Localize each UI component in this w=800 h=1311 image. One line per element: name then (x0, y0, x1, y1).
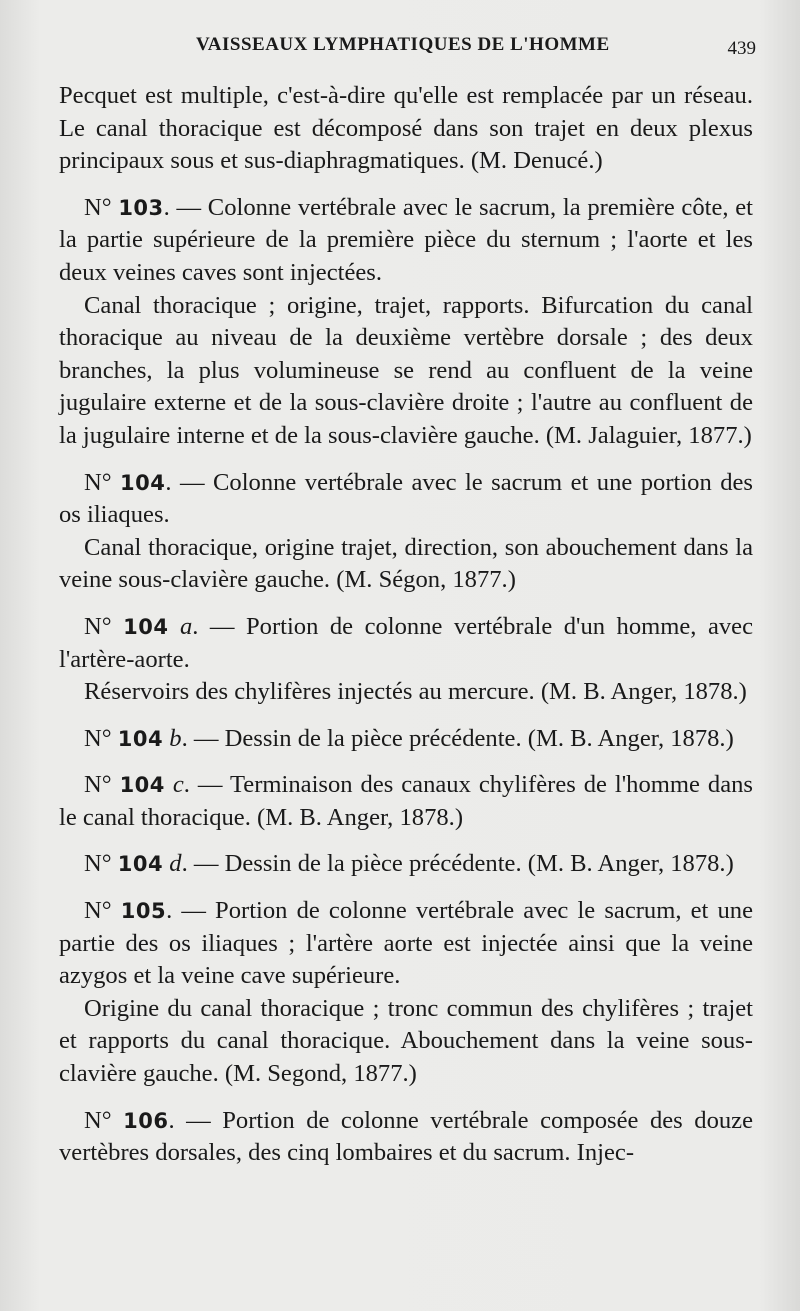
page-body (59, 80, 753, 1170)
entry-suffix: c (172, 771, 184, 799)
entry-prefix: N° (84, 193, 112, 221)
entry-prefix: N° (84, 850, 112, 878)
entry-number: 103 (118, 195, 164, 220)
entry-prefix: N° (84, 724, 112, 752)
entry-suffix: b (169, 724, 182, 752)
entry-104d (59, 848, 753, 881)
continuation-paragraph: Pecquet est multiple, c'est-à-dire qu'elle est remplacée par un réseau. Le canal thoracique est décomposé dans son trajet en deux plexus principaux sous et sus-diaphragmatiques. (M. Denucé.) (59, 82, 753, 175)
entry-text: . — Portion de colonne vertébrale avec le sacrum, et une partie des os iliaques ; l'artère aorte est injectée ainsi que la veine azygos et la veine cave supérieure. (59, 897, 753, 990)
entry-number: 104 (119, 773, 165, 798)
entry-text: . — Portion de colonne vertébrale composée des douze vertèbres dorsales, des cinq lombaires et du sacrum. Injec- (59, 1106, 753, 1167)
entry-text: . — Terminaison des canaux chylifères de l'homme dans le canal thoracique. (M. B. Anger, 1878.) (59, 771, 753, 831)
entry-104a (59, 611, 753, 676)
entry-prefix: N° (84, 612, 112, 640)
entry-text: . — Colonne vertébrale avec le sacrum, la première côte, et la partie supérieure de la première pièce du sternum ; l'aorte et les deux veines caves sont injectées. (59, 193, 753, 286)
entry-suffix: d (169, 850, 182, 878)
entry-103 (59, 192, 753, 290)
entry-text: . — Portion de colonne vertébrale d'un homme, avec l'artère-aorte. (59, 612, 753, 673)
page-header (56, 34, 756, 62)
entry-suffix: a (179, 612, 193, 640)
entry-104b (59, 723, 753, 756)
entry-number: 106 (123, 1108, 169, 1133)
entry-number: 104 (120, 470, 166, 495)
entry-105-detail: Origine du canal thoracique ; tronc commun des chylifères ; trajet et rapports du canal thoracique. Abouchement dans la veine sous-clavière gauche. (M. Segond, 1877.) (59, 994, 753, 1088)
entry-105 (59, 895, 753, 993)
page-number: 439 (727, 38, 756, 59)
entry-prefix: N° (84, 468, 112, 496)
entry-text: . — Dessin de la pièce précédente. (M. B. Anger, 1878.) (181, 724, 734, 752)
entry-prefix: N° (84, 897, 112, 925)
entry-number: 104 (123, 614, 169, 639)
entry-104c (59, 769, 753, 834)
entry-number: 104 (117, 852, 164, 877)
entry-104 (59, 467, 753, 532)
entry-prefix: N° (84, 771, 112, 799)
running-head: VAISSEAUX LYMPHATIQUES DE L'HOMME (196, 34, 610, 55)
entry-106 (59, 1105, 753, 1170)
entry-104a-detail: Réservoirs des chylifères injectés au mercure. (M. B. Anger, 1878.) (84, 678, 747, 706)
entry-text: . — Colonne vertébrale avec le sacrum et une portion des os iliaques. (59, 468, 753, 529)
entry-number: 104 (117, 726, 164, 751)
entry-prefix: N° (84, 1106, 112, 1134)
entry-104-detail: Canal thoracique, origine trajet, direction, son abouchement dans la veine sous-clavière gauche. (M. Ségon, 1877.) (59, 533, 753, 594)
entry-103-detail: Canal thoracique ; origine, trajet, rapports. Bifurcation du canal thoracique au niveau de la deuxième vertèbre dorsale ; des deux branches, la plus volumineuse se rend au confluent de la veine jugulaire externe et de la sous-clavière droite ; l'autre au confluent de la jugulaire interne et de la sous-clavière gauche. (M. Jalaguier, 1877.) (59, 291, 753, 449)
entry-number: 105 (120, 899, 167, 924)
entry-text: . — Dessin de la pièce précédente. (M. B. Anger, 1878.) (181, 850, 734, 878)
